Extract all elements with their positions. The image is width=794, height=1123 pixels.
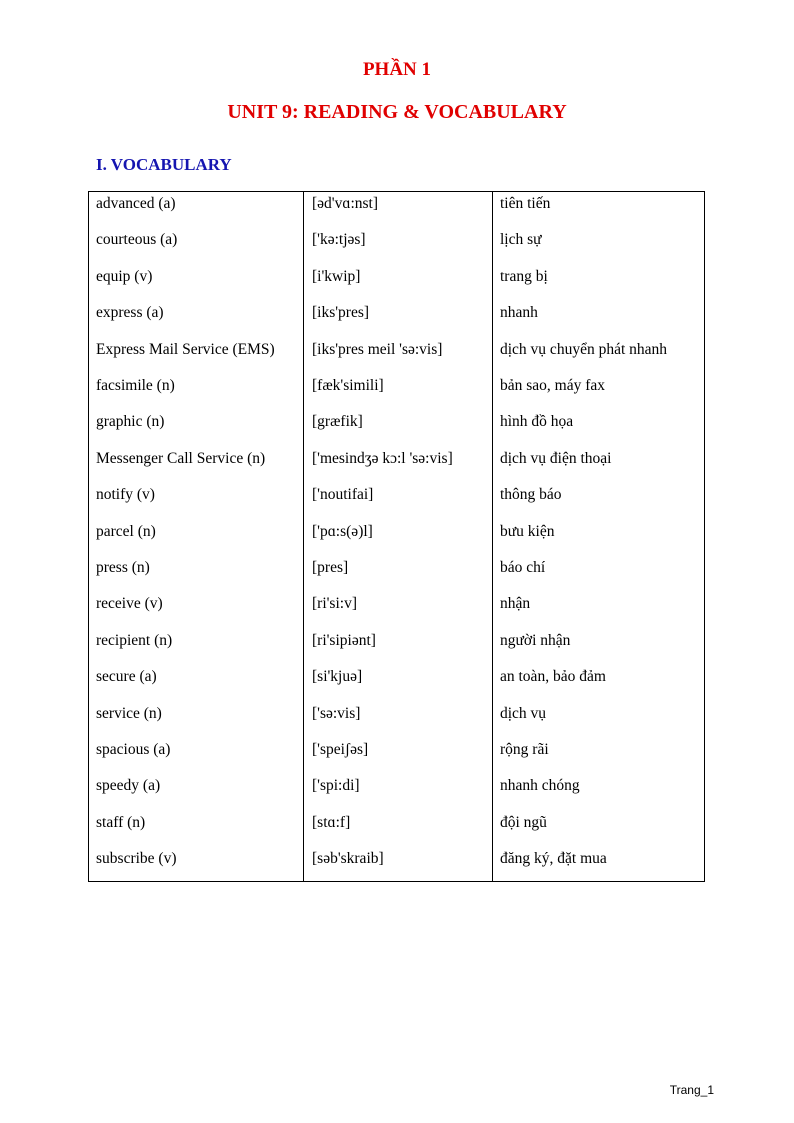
vocab-word: notify (v) bbox=[96, 486, 155, 504]
vocab-meaning: bản sao, máy fax bbox=[500, 377, 606, 394]
vocab-meaning: nhận bbox=[500, 595, 531, 613]
vocab-word: spacious (a) bbox=[96, 741, 171, 758]
vocab-pronunciation: ['kə:tjəs] bbox=[312, 231, 366, 249]
part-title: PHẦN 1 bbox=[362, 59, 432, 80]
vocab-word: courteous (a) bbox=[96, 231, 178, 249]
vocab-word: parcel (n) bbox=[96, 522, 156, 540]
vocab-meaning: lịch sự bbox=[500, 231, 542, 249]
vocab-word: receive (v) bbox=[96, 595, 163, 613]
word-column bbox=[89, 192, 304, 881]
vocab-word: speedy (a) bbox=[96, 777, 161, 795]
vocab-meaning: đăng ký, đặt mua bbox=[500, 850, 607, 868]
vocab-pronunciation: [əd'vɑ:nst] bbox=[312, 195, 378, 212]
vocab-meaning: an toàn, bảo đảm bbox=[500, 668, 606, 686]
vocab-pronunciation: ['sə:vis] bbox=[312, 704, 361, 722]
vocab-word: service (n) bbox=[96, 704, 162, 722]
vocab-meaning: dịch vụ điện thoại bbox=[500, 449, 612, 467]
vocab-pronunciation: [iks'pres] bbox=[312, 304, 370, 322]
vocab-pronunciation: ['pɑ:s(ə)l] bbox=[312, 522, 373, 540]
vocab-meaning: báo chí bbox=[500, 559, 546, 576]
vocab-pronunciation: [fæk'simili] bbox=[312, 377, 384, 394]
vocab-meaning: đội ngũ bbox=[500, 813, 547, 831]
vocab-meaning: hình đồ họa bbox=[500, 413, 574, 431]
vocab-word: Express Mail Service (EMS) bbox=[96, 340, 275, 358]
vocab-meaning: người nhận bbox=[500, 631, 571, 649]
vocab-pronunciation: [səb'skraib] bbox=[312, 850, 384, 868]
vocab-word: express (a) bbox=[96, 304, 164, 322]
vocab-word: advanced (a) bbox=[96, 195, 176, 212]
vocab-word: subscribe (v) bbox=[96, 850, 177, 868]
section-title: I. VOCABULARY bbox=[96, 155, 232, 174]
vocab-pronunciation: [græfik] bbox=[312, 413, 363, 431]
vocab-word: equip (v) bbox=[96, 267, 153, 285]
meaning-column bbox=[493, 192, 704, 881]
vocab-pronunciation: ['speiʃəs] bbox=[312, 741, 369, 758]
vocabulary-table bbox=[88, 191, 705, 882]
vocab-word: staff (n) bbox=[96, 813, 146, 831]
vocab-pronunciation: [pres] bbox=[312, 559, 349, 576]
vocab-meaning: nhanh bbox=[500, 304, 538, 322]
vocab-pronunciation: [si'kjuə] bbox=[312, 668, 363, 686]
vocab-pronunciation: ['mesindʒə kɔ:l 'sə:vis] bbox=[312, 449, 453, 467]
vocab-word: press (n) bbox=[96, 559, 150, 576]
vocab-meaning: nhanh chóng bbox=[500, 777, 580, 795]
vocab-meaning: rộng rãi bbox=[500, 741, 549, 758]
vocab-pronunciation: [iks'pres meil 'sə:vis] bbox=[312, 340, 443, 358]
vocab-meaning: trang bị bbox=[500, 267, 548, 285]
vocab-meaning: bưu kiện bbox=[500, 522, 555, 540]
vocab-word: facsimile (n) bbox=[96, 377, 175, 394]
vocab-meaning: dịch vụ bbox=[500, 704, 547, 722]
pronunciation-column bbox=[304, 192, 493, 881]
vocab-word: secure (a) bbox=[96, 668, 157, 686]
unit-title: UNIT 9: READING & VOCABULARY bbox=[227, 101, 567, 123]
vocab-pronunciation: [stɑ:f] bbox=[312, 813, 351, 831]
vocab-meaning: thông báo bbox=[500, 486, 562, 504]
page-number: Trang_1 bbox=[669, 1083, 714, 1097]
vocab-pronunciation: [ri'sipiənt] bbox=[312, 631, 376, 649]
vocab-pronunciation: ['spi:di] bbox=[312, 777, 360, 795]
vocab-word: Messenger Call Service (n) bbox=[96, 449, 266, 467]
vocab-word: graphic (n) bbox=[96, 413, 165, 431]
vocab-meaning: tiên tiến bbox=[500, 195, 551, 212]
vocab-pronunciation: [i'kwip] bbox=[312, 267, 361, 285]
vocab-word: recipient (n) bbox=[96, 631, 173, 649]
vocab-meaning: dịch vụ chuyển phát nhanh bbox=[500, 340, 668, 358]
vocab-pronunciation: [ri'si:v] bbox=[312, 595, 357, 613]
vocab-pronunciation: ['noutifai] bbox=[312, 486, 374, 504]
